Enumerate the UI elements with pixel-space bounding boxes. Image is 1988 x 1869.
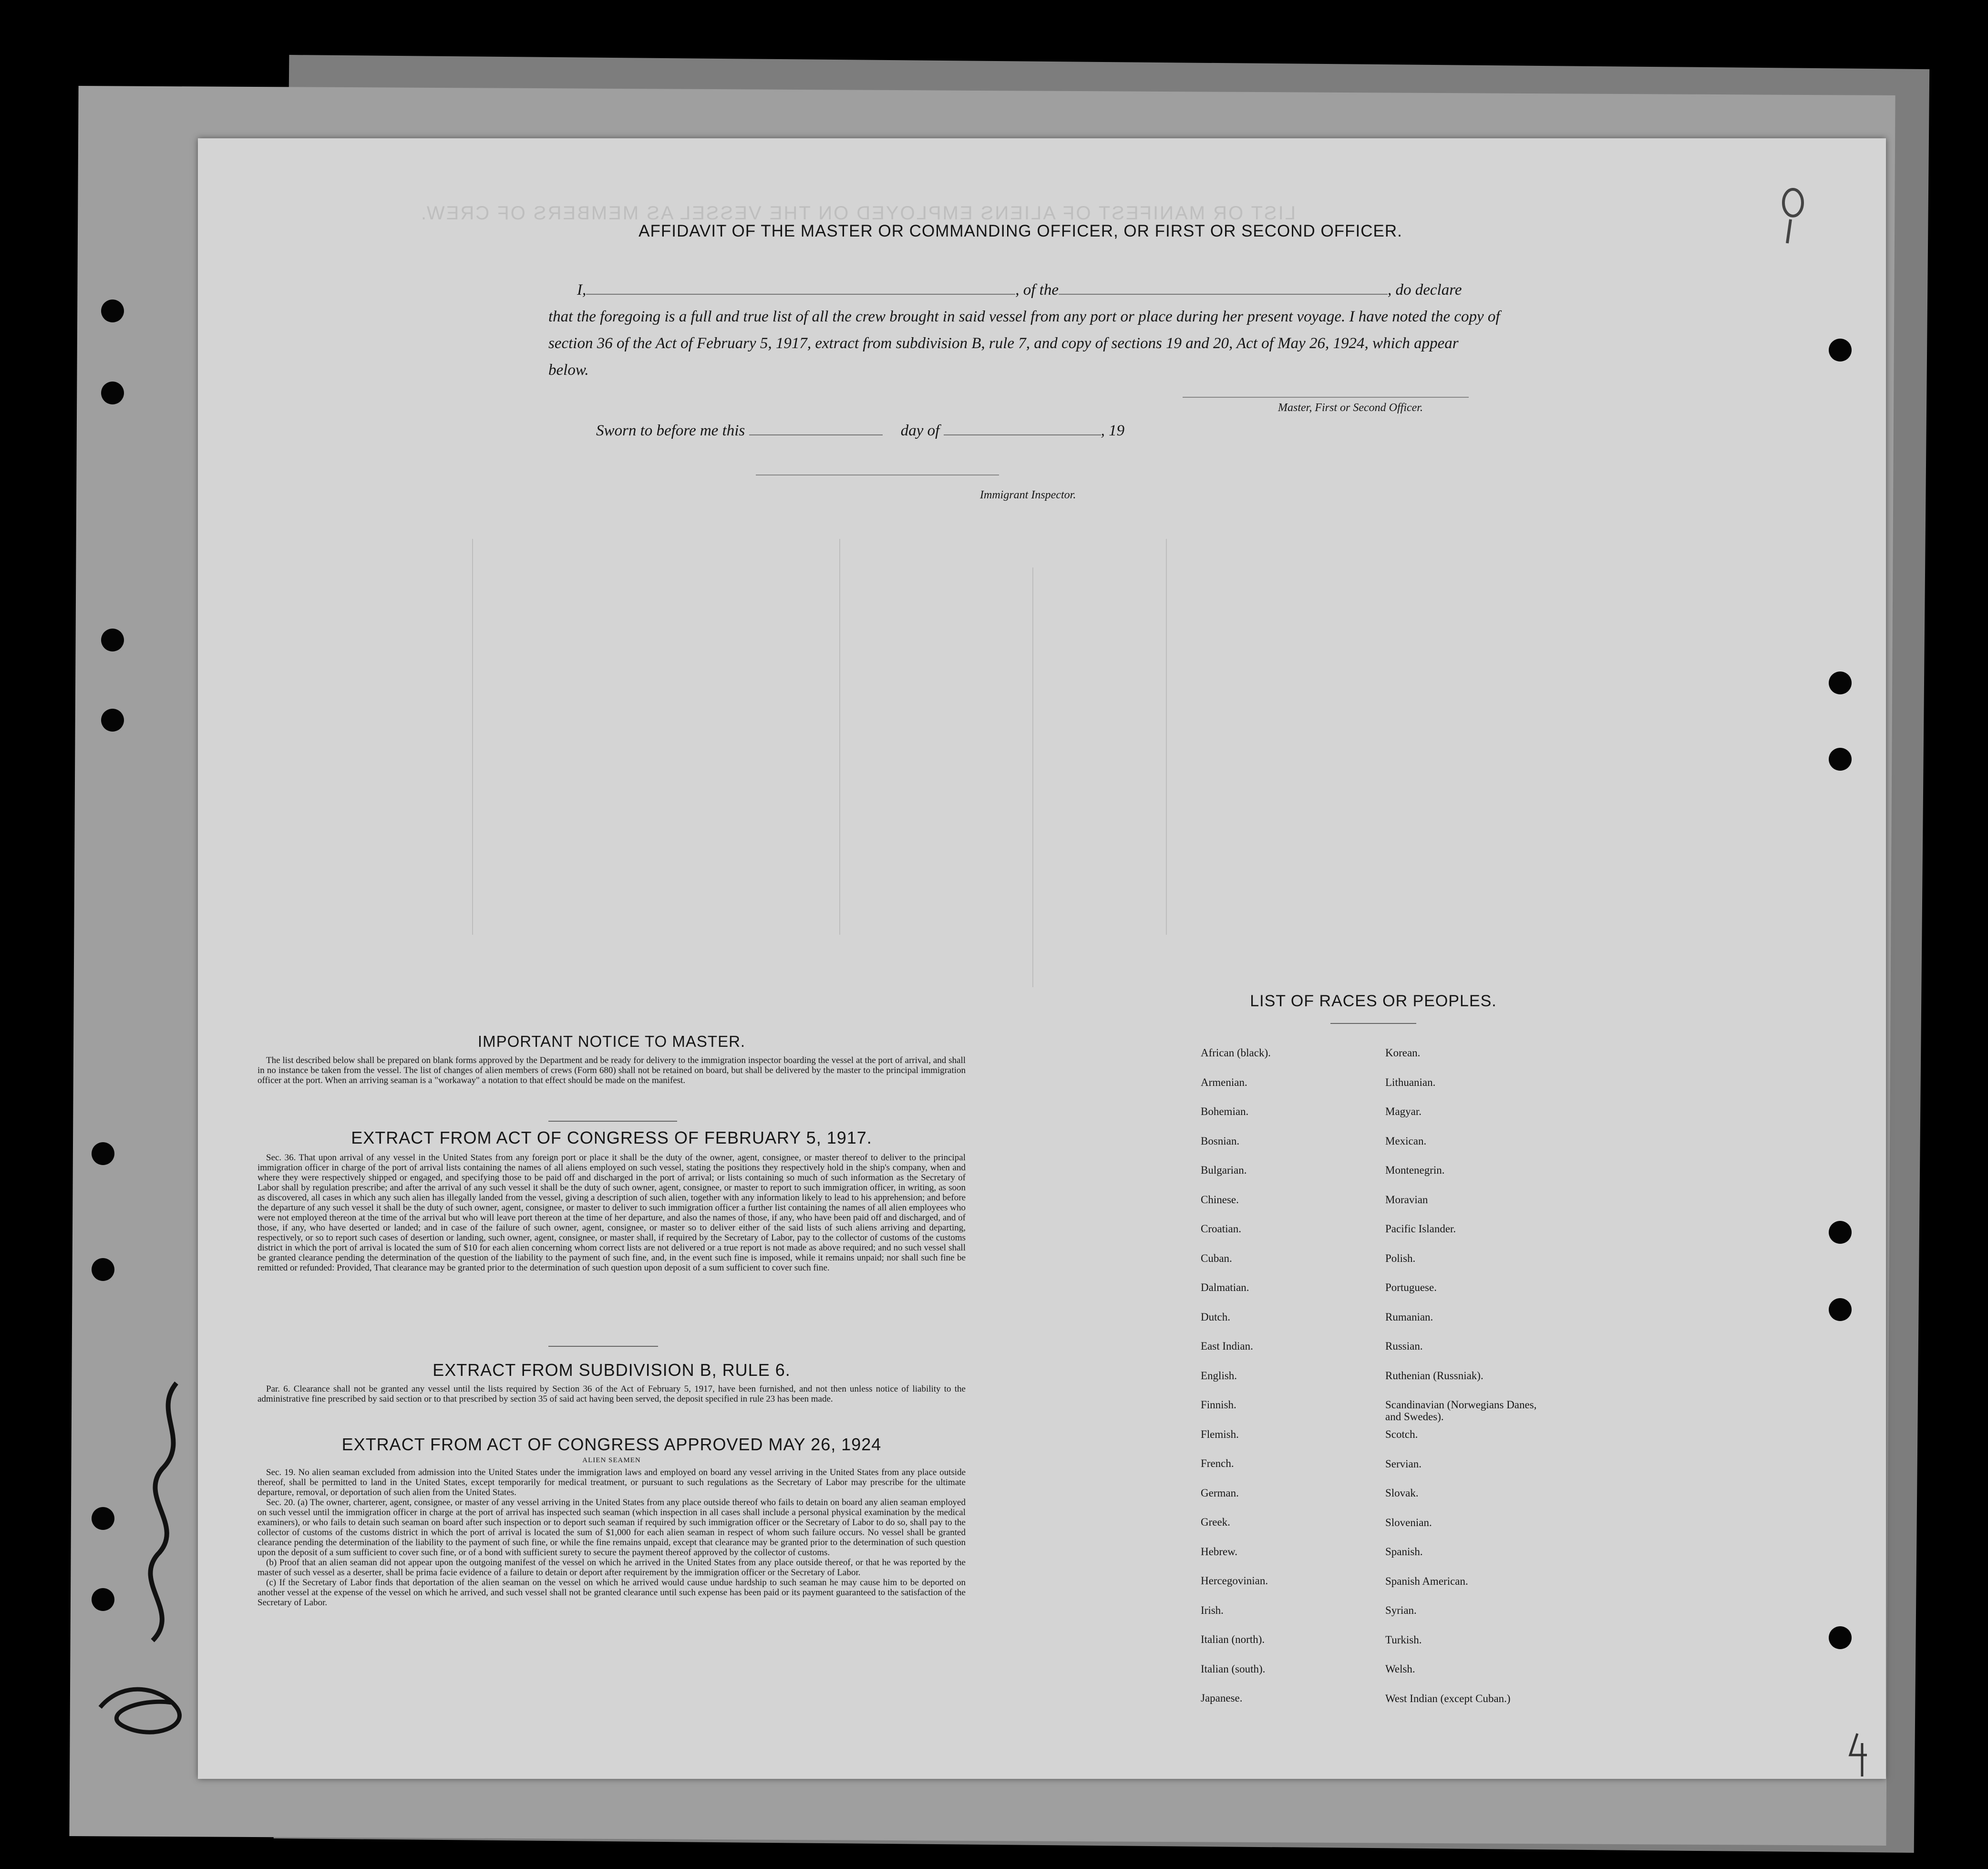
race-item: Scotch. [1385, 1428, 1418, 1440]
extract-1924-paragraph: Sec. 20. (a) The owner, charterer, agent, consignee, or master of any vessel arriving in the United States from any place outside thereof who fails to detain on board any alien seaman employed on such vessel until the immigration officer in charge at the port of arrival has inspected such seaman (which inspection in all cases shall include a personal physical examination by the medical examiners), or who fails to detain such seaman on board after such inspection or to deport such seaman if required by such immigration officer or the Secretary of Labor to do so, shall pay to the collector of customs of the customs district in which the port of arrival is located the sum of $1,000 for each alien seaman in respect of whom such failure occurs. No vessel shall be granted clearance pending the determination of the liability to the payment of such fine, or while the fine remains unpaid, except that clearance may be granted prior to the determination of such question upon the deposit of a sum sufficient to cover such fine, or of a bond with sufficient surety to secure the payment thereof approved by the collector of customs. [258, 1497, 966, 1558]
race-item: Bosnian. [1201, 1135, 1240, 1147]
race-item: Korean. [1385, 1047, 1421, 1059]
extract-1924-title: EXTRACT FROM ACT OF CONGRESS APPROVED MAY 26, 1924 [341, 1435, 882, 1454]
race-item: Scandinavian (Norwegians Danes, and Swedes). [1385, 1399, 1537, 1423]
race-item: Magyar. [1385, 1105, 1422, 1117]
sworn-label: Sworn to before me this [596, 422, 745, 439]
race-item: East Indian. [1201, 1340, 1253, 1352]
bleed-through-rule [472, 539, 473, 935]
binder-hole [1829, 748, 1852, 771]
race-item: Welsh. [1385, 1663, 1415, 1675]
race-item: Dalmatian. [1201, 1281, 1249, 1293]
race-item: Slovenian. [1385, 1516, 1432, 1528]
extract-1924-paragraph: Sec. 19. No alien seaman excluded from admission into the United States under the immigration laws and employed on board any vessel arriving in the United States from any place outside thereof, shall be permitted to land in the United States, except temporarily for medical treatment, or pursuant to such regulations as the Secretary of Labor may prescribe for the ultimate departure, removal, or deportation of such alien from the United States. [258, 1467, 966, 1497]
handwritten-scribble [81, 1373, 205, 1745]
race-item: Cuban. [1201, 1252, 1232, 1264]
race-item: Turkish. [1385, 1633, 1422, 1646]
race-item: Armenian. [1201, 1076, 1247, 1088]
race-item: Irish. [1201, 1604, 1224, 1616]
race-item: Slovak. [1385, 1487, 1419, 1499]
divider [548, 1121, 677, 1122]
race-item: Flemish. [1201, 1428, 1239, 1440]
handwritten-page-number [1841, 1729, 1874, 1781]
inspector-caption: Immigrant Inspector. [980, 489, 1076, 501]
binder-hole [1829, 1626, 1852, 1649]
race-item: Ruthenian (Russniak). [1385, 1369, 1483, 1382]
race-item: Hebrew. [1201, 1545, 1238, 1558]
race-item: Italian (south). [1201, 1662, 1266, 1675]
race-item: Montenegrin. [1385, 1164, 1445, 1176]
race-item: Mexican. [1385, 1135, 1427, 1147]
handwritten-mark [1764, 181, 1822, 248]
notice-text: The list described below shall be prepared on blank forms approved by the Department and be ready for delivery to the immigration inspector boarding the vessel at the port of arrival, and shall in no instance be taken from the vessel. The list of changes of alien members of crews (Form 680) shall not be retained on board, but shall be delivered by the master to the principal immigration officer at the port. When an arriving seaman is a "workaway" a notation to that effect should be made on the manifest. [258, 1055, 966, 1085]
i-label: I, [577, 281, 587, 299]
day-blank[interactable] [749, 432, 883, 435]
race-item: German. [1201, 1487, 1239, 1499]
sworn-line [596, 422, 1124, 440]
extract-1917-section [258, 1128, 966, 1273]
race-item: Bohemian. [1201, 1105, 1249, 1117]
binder-hole [101, 629, 124, 651]
race-item: English. [1201, 1369, 1237, 1382]
races-title: LIST OF RACES OR PEOPLES. [1250, 992, 1497, 1010]
master-signature-caption: Master, First or Second Officer. [1278, 402, 1423, 414]
race-item: Polish. [1385, 1252, 1416, 1264]
affidavit-title: AFFIDAVIT OF THE MASTER OR COMMANDING OFFICER, OR FIRST OR SECOND OFFICER. [639, 222, 1402, 240]
bleed-through-rule [1166, 539, 1167, 935]
race-item: Hercegovinian. [1201, 1575, 1268, 1587]
day-of-label: day of [900, 422, 940, 439]
binder-hole [101, 299, 124, 322]
vessel-blank[interactable] [1059, 291, 1388, 295]
race-item: Portuguese. [1385, 1281, 1437, 1293]
binder-hole [92, 1258, 114, 1281]
affidavit-declaration [548, 277, 1502, 383]
extract-rule6-section [258, 1360, 966, 1404]
extract-1924-subtitle: ALIEN SEAMEN [582, 1456, 641, 1464]
race-item: Croatian. [1201, 1223, 1241, 1235]
race-item: Italian (north). [1201, 1633, 1265, 1645]
race-item: Finnish. [1201, 1399, 1236, 1411]
of-the-label: , of the [1015, 281, 1059, 299]
extract-1917-title: EXTRACT FROM ACT OF CONGRESS OF FEBRUARY 5, 1917. [351, 1128, 872, 1147]
race-item: Spanish American. [1385, 1575, 1468, 1587]
race-item: Servian. [1385, 1457, 1422, 1470]
extract-1924-paragraph: (b) Proof that an alien seaman did not appear upon the outgoing manifest of the vessel on which he arrived in the United States from any place outside thereof, or that he was reported by the master of such vessel as a deserter, shall be prima facie evidence of a failure to detain or deport after requirement by the immigration officer or the Secretary of Labor. [258, 1558, 966, 1578]
declaration-text: that the foregoing is a full and true list of all the crew brought in said vessel from any port or place during her present voyage. I have noted the copy of section 36 of the Act of February 5, 1917, extract from subdivision B, rule 7, and copy of sections 19 and 20, Act of May 26, 1924, which appear below. [548, 308, 1500, 379]
race-item: West Indian (except Cuban.) [1385, 1692, 1511, 1704]
binder-hole [1829, 1221, 1852, 1244]
race-item: Japanese. [1201, 1692, 1243, 1704]
extract-1917-text: Sec. 36. That upon arrival of any vessel in the United States from any foreign port or place it shall be the duty of the owner, agent, consignee, or master thereof to deliver to the principal immigration officer in charge of the port of arrival lists containing the names of all aliens employed on such vessel, stating the positions they respectively hold in the ship's company, when and where they were respectively shipped or engaged, and specifying those to be paid off and discharged in the port of arrival; or lists containing so much of such information as the Secretary of Labor shall by regulation prescribe; and after the arrival of any such vessel it shall be the duty of such owner, agent, consignee, or master to report to such immigration officer, in writing, as soon as discovered, all cases in which any such alien has illegally landed from the vessel, giving a description of such alien, together with any information likely to lead to his apprehension; and before the departure of any such vessel it shall be the duty of such owner, agent, consignee, or master to deliver to such immigration officer a further list containing the names of all alien employees who were not employed thereon at the time of the arrival but who will leave port thereon at the time of her departure, and also the names of those, if any, who have been paid off and discharged, and of those, if any, who have deserted or landed; and in case of the failure of such owner, agent, consignee, or master so to deliver either of the said lists of such aliens arriving and departing, respectively, or so to report such cases of desertion or landing, such owner, agent, consignee, or master shall, if required by the Secretary of Labor, pay to the collector of customs of the customs district in which the port of arrival is located the sum of $10 for each alien concerning whom correct lists are not delivered or a true report is not made as above required; and no such vessel shall be granted clearance pending the determination of the question of the liability to the payment of such fine, and, in the event such fine is imposed, while it remains unpaid; nor shall such fine be remitted or refunded: Provided, That clearance may be granted prior to the determination of such question upon deposit of a sum sufficient to cover such fine. [258, 1153, 966, 1273]
master-signature-line[interactable] [1183, 397, 1469, 398]
race-item: Moravian [1385, 1193, 1428, 1206]
race-item: Rumanian. [1385, 1311, 1433, 1323]
declaration-first-line [548, 277, 1502, 303]
binder-hole [1829, 1298, 1852, 1321]
do-declare-label: , do declare [1387, 281, 1462, 299]
race-item: Syrian. [1385, 1604, 1417, 1616]
binder-hole [101, 382, 124, 404]
extract-rule6-title: EXTRACT FROM SUBDIVISION B, RULE 6. [433, 1360, 791, 1380]
race-item: Bulgarian. [1201, 1164, 1247, 1176]
race-item: Russian. [1385, 1340, 1423, 1352]
binder-hole [1829, 671, 1852, 694]
binder-hole [101, 709, 124, 732]
race-item: Lithuanian. [1385, 1076, 1436, 1088]
extract-1924-section [258, 1435, 966, 1608]
race-item: Chinese. [1201, 1193, 1239, 1206]
month-blank[interactable] [944, 432, 1101, 435]
races-divider [1330, 1023, 1416, 1024]
binder-hole [1829, 339, 1852, 361]
race-item: Dutch. [1201, 1311, 1230, 1323]
race-item: Spanish. [1385, 1546, 1423, 1558]
notice-title: IMPORTANT NOTICE TO MASTER. [477, 1033, 746, 1050]
bleed-through-rule [839, 539, 840, 935]
notice-section [258, 1033, 966, 1085]
race-item: Pacific Islander. [1385, 1223, 1456, 1235]
bleed-through-header: LIST OR MANIFEST OF ALIENS EMPLOYED ON THE VESSEL AS MEMBERS OF CREW. [420, 203, 1296, 224]
race-item: African (black). [1201, 1047, 1271, 1059]
extract-rule6-text: Par. 6. Clearance shall not be granted any vessel until the lists required by Section 36 of the Act of February 5, 1917, have been furnished, and not then unless notice of liability to the administrative fine prescribed by said section or to that prescribed by section 35 of said act having been served, the deposit specified in rule 23 has been made. [258, 1384, 966, 1404]
race-item: French. [1201, 1457, 1234, 1469]
bleed-through-rule [1032, 568, 1033, 987]
extract-1924-paragraph: (c) If the Secretary of Labor finds that deportation of the alien seaman on the vessel on which he arrived would cause undue hardship to such seaman he may cause him to be deported on another vessel at the expense of the vessel on which he arrived, and such vessel shall not be granted clearance until such expense has been paid or its payment guaranteed to the satisfaction of the Secretary of Labor. [258, 1578, 966, 1608]
name-blank[interactable] [586, 291, 1015, 295]
year-label: , 19 [1101, 422, 1125, 439]
divider [548, 1346, 658, 1347]
race-item: Greek. [1201, 1516, 1230, 1528]
binder-hole [92, 1142, 114, 1165]
